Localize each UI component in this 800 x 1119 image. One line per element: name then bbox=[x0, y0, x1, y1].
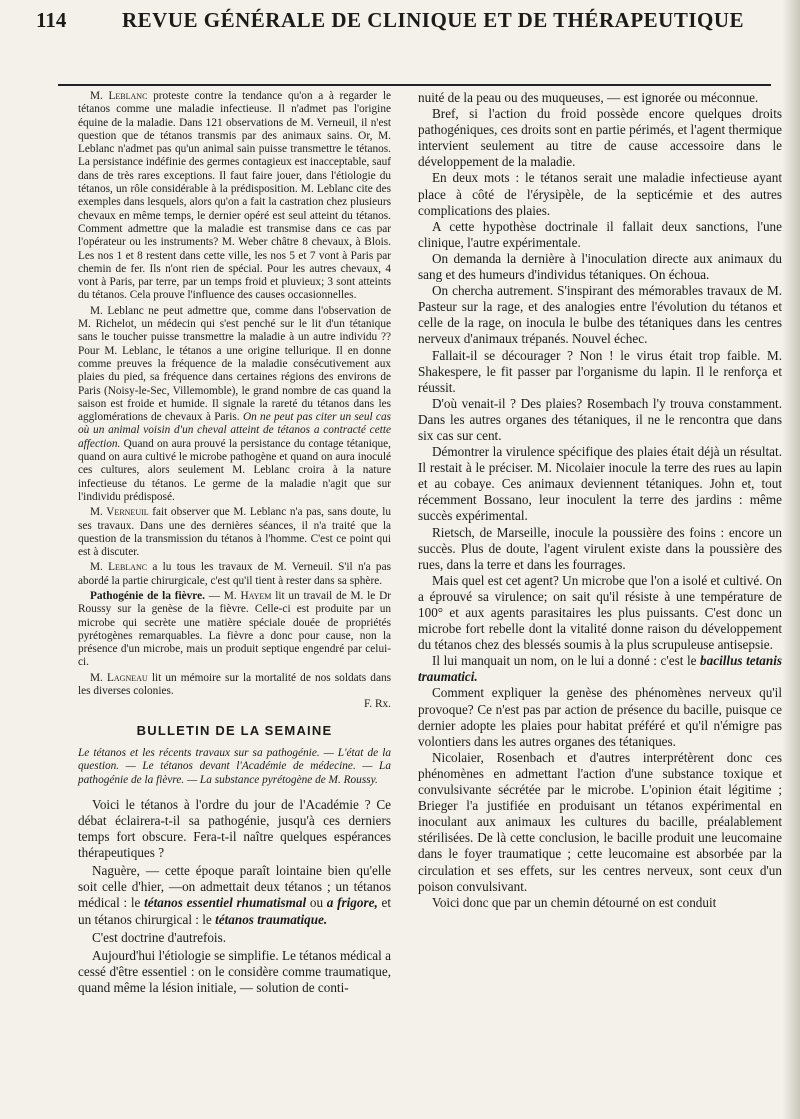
bulletin-body bbox=[78, 797, 391, 996]
paragraph: M. Leblanc proteste contre la tendance qu'on a à regarder le tétanos comme une maladie infectieuse. Il n'admet pas l'origine équine de la maladie. Dans 121 observations de M. Verneuil, il n'est question que de tétanos transmis par des animaux sains. Or, M. Leblanc n'admet pas qu'un animal sain puisse transmettre le tétanos. La persistance indéfinie des germes contagieux est inacceptable, sauf dans de très rares exceptions. Il faut faire jouer, dans l'étiologie du tétanos, un rôle considérable à la prédisposition. M. Leblanc cite des exemples dans lesquels, alors qu'on a fait la castration chez plusieurs chevaux en même temps, le dernier opéré est seul atteint du tétanos. Comment admettre que la maladie est transmise dans ce cas par l'opérateur ou les instruments? M. Weber châtre 8 chevaux, à Blois. Les nos 1 et 8 restent dans cette ville, les nos 5 et 7 vont à Paris par chemin de fer. Ils n'ont rien de spécial. Pour les autres chevaux, 4 vont à Paris, par terre, par un temps froid et pluvieux; 3 sont atteints du tétanos. Cela prouve l'influence des causes occasionnelles. bbox=[78, 90, 391, 302]
paragraph: D'où venait-il ? Des plaies? Rosembach l'y trouva constamment. Dans les autres organes des tétaniques, il ne le rencontra que dans six cas sur cent. bbox=[418, 395, 782, 443]
paragraph: M. Lagneau lit un mémoire sur la mortalité de nos soldats dans les diverses colonies. bbox=[78, 671, 392, 698]
bulletin-title: BULLETIN DE LA SEMAINE bbox=[136, 722, 333, 738]
paragraph: A cette hypothèse doctrinale il fallait deux sanctions, l'une clinique, l'autre expérimentale. bbox=[418, 218, 782, 250]
paragraph: On chercha autrement. S'inspirant des mémorables travaux de M. Pasteur sur la rage, et des analogies entre l'évolution du tétanos et celle de la rage, on inocula le bulbe des tétaniques dans les centres nerveux d'animaux trépanés. Nouvel échec. bbox=[418, 283, 782, 347]
running-title: REVUE GÉNÉRALE DE CLINIQUE ET DE THÉRAPEUTIQUE bbox=[122, 8, 745, 32]
paragraph: Naguère, — cette époque paraît lointaine bien qu'elle soit celle d'hier, —on admettait deux tétanos ; un tétanos médical : le tétanos essentiel rhumatismal ou a frigore, et un tétanos chirurgical : le tétanos traumatique. bbox=[78, 863, 391, 927]
header-rule bbox=[58, 84, 771, 86]
right-column bbox=[418, 90, 782, 911]
paragraph: Il lui manquait un nom, on le lui a donné : c'est le bacillus tetanis traumatici. bbox=[418, 653, 782, 685]
paragraph: M. Leblanc a lu tous les travaux de M. Verneuil. S'il n'a pas abordé la partie chirurgicale, c'est qu'il tient à rester dans sa sphère. bbox=[78, 561, 391, 587]
paragraph: Voici le tétanos à l'ordre du jour de l'Académie ? Ce débat éclairera-t-il sa pathogénie, jusqu'à ces derniers temps fort obscure. Fera-t-il naître quelques espérances thérapeutiques ? bbox=[78, 796, 391, 861]
bulletin-summary: Le tétanos et les récents travaux sur sa pathogénie. — L'état de la question. — Le tétanos devant l'Académie de médecine. — La pathogénie de la fièvre. — La substance pyrétogène de M. Roussy. bbox=[78, 746, 391, 786]
paragraph: Comment expliquer la genèse des phénomènes nerveux qu'il provoque? Ce n'est pas par action de présence du bacille, puisque ce dernier adopte les plaies pour habitat préféré et qu'il n'émigre pas volontiers dans les autres organes des tétaniques. bbox=[418, 685, 782, 749]
signature: F. Rx. bbox=[363, 698, 391, 711]
page-header bbox=[36, 6, 776, 38]
paragraph: Fallait-il se décourager ? Non ! le virus était trop faible. M. Shakespere, le fit passer par l'organisme du lapin. Il le renforça et réussit. bbox=[418, 347, 782, 395]
paragraph: Bref, si l'action du froid possède encore quelques droits pathogéniques, ces droits sont en partie périmés, et l'agent thermique intervient seulement au titre de cause accessoire dans le développement de la maladie. bbox=[418, 106, 782, 170]
paragraph: On demanda la dernière à l'inoculation directe aux animaux du sang et des humeurs d'individus tétaniques. On échoua. bbox=[418, 250, 782, 283]
paragraph: Voici donc que par un chemin détourné on est conduit bbox=[432, 894, 717, 910]
paragraph: Aujourd'hui l'étiologie se simplifie. Le tétanos médical a cessé d'être essentiel : on le considère comme traumatique, quand même la lésion initiale, — solution de conti- bbox=[78, 947, 391, 995]
paragraph: En deux mots : le tétanos serait une maladie infectieuse ayant place à côté de l'érysipèle, de la septicémie et des autres complications des plaies. bbox=[418, 170, 782, 218]
paragraph: Nicolaier, Rosenbach et d'autres interprétèrent donc ces phénomènes en admettant l'action d'une substance toxique et convulsivante sécrétée par le microbe. L'opinion était légitime ; Brieger l'a justifiée en produisant un tétanos expérimental en inoculant aux animaux les cultures du bacille, préalablement stérilisées. De là cette conclusion, le bacille produit une leucomaine dans le foyer traumatique ; cette leucomaine est absorbée par la circulation et ses effets, sur les centres nerveux, sont ceux d'un poison convulsivant. bbox=[418, 749, 782, 894]
paragraph: Rietsch, de Marseille, inocule la poussière des foins : encore un succès. Plus de doute, l'agent virulent existe dans la poussière des rues, dans la terre et dans les fourrages. bbox=[418, 524, 782, 572]
paragraph: Pathogénie de la fièvre. — M. Hayem lit un travail de M. le Dr Roussy sur la genèse de la fièvre. Celle-ci est produite par un microbe qui secrète une matière spéciale douée de propriétés pyrétogènes remarquables. La fièvre a donc pour cause, non la présence d'un microbe, mais un produit septique engendré par celui-ci. bbox=[78, 589, 391, 669]
section-heading: Pathogénie de la fièvre. bbox=[90, 589, 205, 602]
paragraph: Mais quel est cet agent? Un microbe que l'on a isolé et cultivé. On a éprouvé sa virulence; on sait qu'il résiste à une température de 100° et aux agents parasitaires les plus puissants. C'est donc un microbe fort rebelle dont la vitalité donne raison du développement du tétanos chez des blessés soumis à la plus scrupuleuse antisepsie. bbox=[418, 572, 782, 653]
paragraph: M. Verneuil fait observer que M. Leblanc n'a pas, sans doute, lu ses travaux. Dans une des dernières séances, il n'a traité que la question de la transmission du tétanos à l'homme. C'est ce point qui est à discuter. bbox=[78, 506, 391, 559]
paragraph: Démontrer la virulence spécifique des plaies était déjà un résultat. Il restait à le préciser. M. Nicolaier inocule la terre des rues au lapin et au cobaye. Ces animaux deviennent tétaniques. John et, tout récemment Bossano, leur inoculent la terre des jardins : même succès expérimental. bbox=[418, 444, 782, 524]
page-edge bbox=[782, 0, 800, 1119]
paragraph: M. Leblanc ne peut admettre que, comme dans l'observation de M. Richelot, un médecin qui s'est penché sur le lit d'un tétanique sans le toucher puisse transmettre la maladie à un autre individu ?? Pour M. Leblanc, le tétanos a une origine tellurique. Il en donne comme preuves la fréquence de la maladie consécutivement aux plaies du pied, sa fréquence dans certaines régions des environs de Paris (Noisy-le-Sec, Villemomble), le grand nombre de cas quand la saison est froide et humide. Il signale la rareté du tétanos dans les agglomérations de chevaux à Paris. On ne peut pas citer un seul cas où un animal voisin d'un cheval atteint de tétanos a contracté cette affection. Quand on aura prouvé la persistance du contage tétanique, quand on aura cultivé le microbe pathogène et quand on aura inoculé ces cultures, alors seulement M. Leblanc croira à la nature infectieuse du tétanos. Le germe de la maladie n'agit que sur l'individu prédisposé. bbox=[78, 304, 392, 503]
paragraph: nuité de la peau ou des muqueuses, — est ignorée ou méconnue. bbox=[418, 90, 759, 105]
page-number: 114 bbox=[36, 8, 67, 32]
left-column bbox=[78, 90, 391, 996]
paragraph: C'est doctrine d'autrefois. bbox=[92, 929, 227, 945]
